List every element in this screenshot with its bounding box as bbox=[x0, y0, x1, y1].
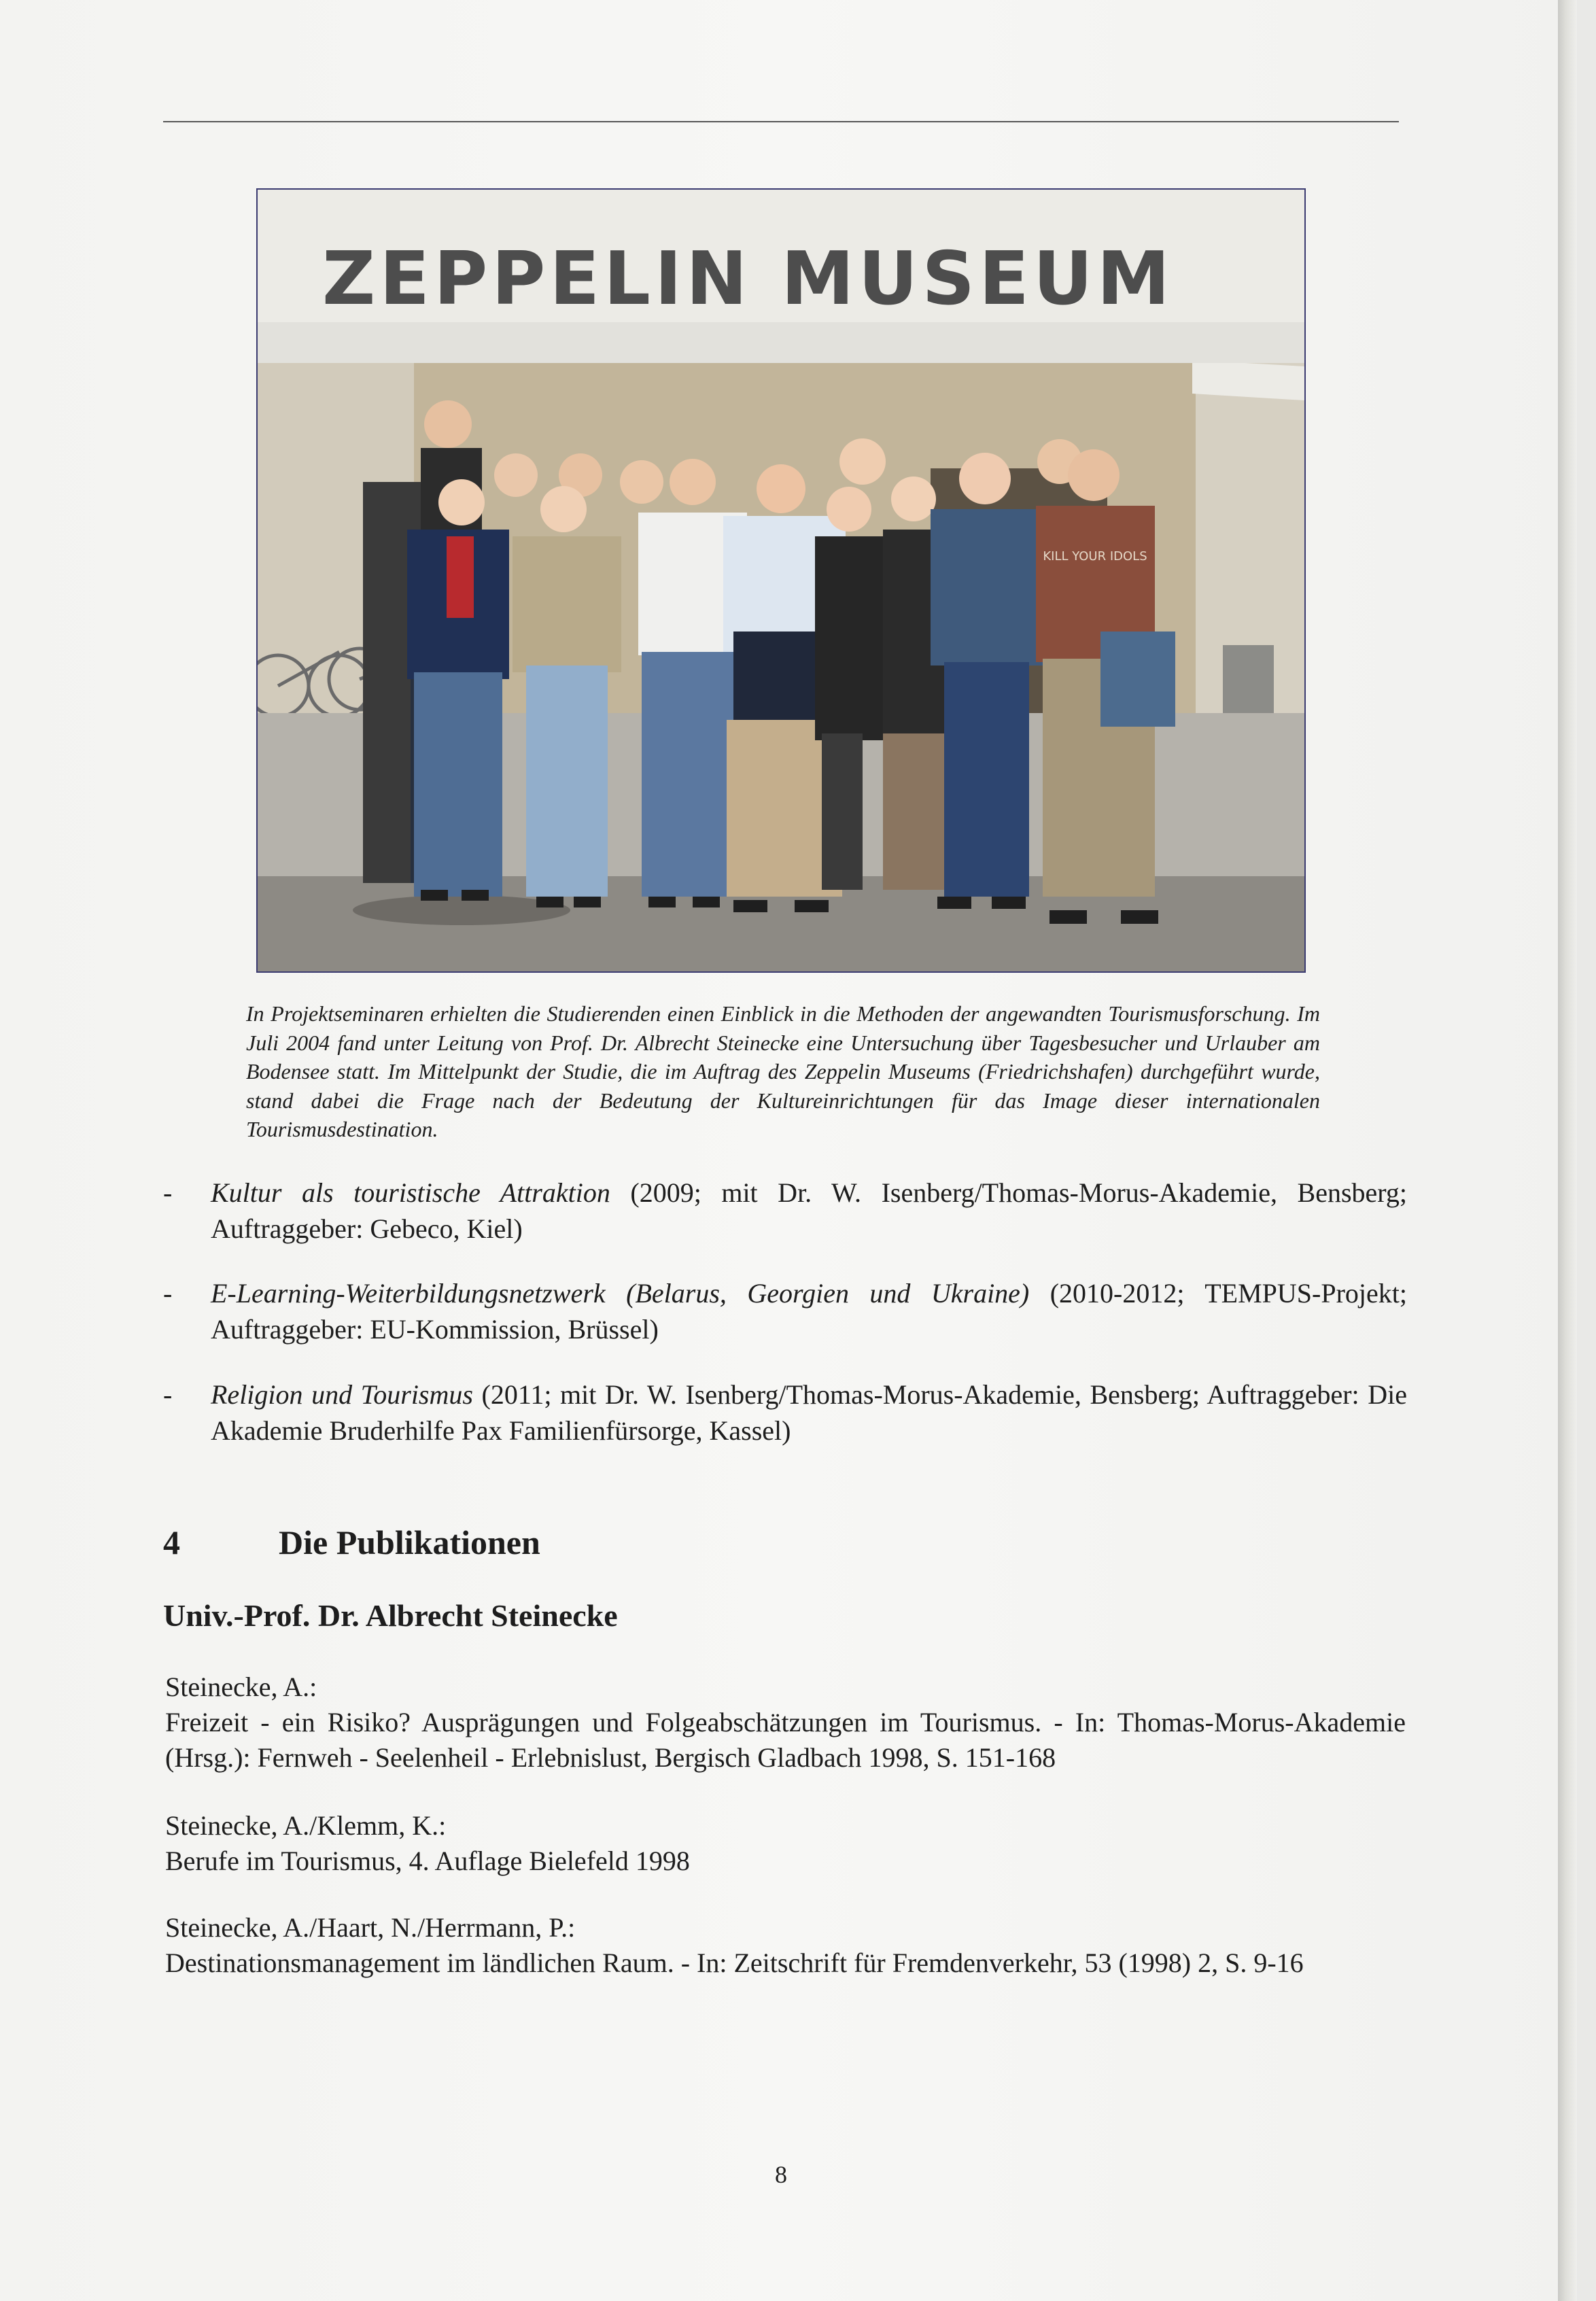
museum-sign: ZEPPELIN MUSEUM bbox=[322, 237, 1175, 322]
project-title: E-Learning-Weiterbildungsnetzwerk (Belarus, Georgien und Ukraine) bbox=[211, 1278, 1030, 1309]
page-number: 8 bbox=[775, 2161, 787, 2188]
project-details: (2011; mit Dr. W. Isenberg/Thomas-Morus-Akademie, Bensberg; Auftraggeber: Die Akademie Bruderhilfe Pax Familienfürsorge, Kassel) bbox=[211, 1379, 1407, 1446]
project-title: Religion und Tourismus bbox=[211, 1379, 473, 1410]
page-edge bbox=[1558, 0, 1577, 2301]
tshirt-print: KILL YOUR IDOLS bbox=[1043, 549, 1147, 564]
publication-entry bbox=[165, 1808, 1406, 1879]
section-number: 4 bbox=[163, 1523, 180, 1561]
bullet-dash: - bbox=[163, 1278, 173, 1309]
publication-text: Freizeit - ein Risiko? Ausprägungen und Folgeabschätzungen im Tourismus. - In: Thomas-Morus-Akademie (Hrsg.): Fernweh - Seelenheil - Erlebnislust, Bergisch Gladbach 1998, S. 151-168 bbox=[165, 1707, 1406, 1773]
project-title: Kultur als touristische Attraktion bbox=[211, 1177, 610, 1208]
group-photo bbox=[256, 188, 1306, 973]
photo-caption: In Projektseminaren erhielten die Studierenden einen Einblick in die Methoden der angewandten Tourismusforschung. Im Juli 2004 fand unter Leitung von Prof. Dr. Albrecht Steinecke eine Untersuchung über Tagesbesucher und Urlauber am Bodensee statt. Im Mittelpunkt der Studie, die im Auftrag des Zeppelin Museums (Friedrichshafen) durchgeführt wurde, stand dabei die Frage nach der Bedeutung der Kultureinrichtungen für das Image dieser internationalen Tourismusdestination. bbox=[246, 1001, 1320, 1141]
publication-entry bbox=[165, 1910, 1406, 1981]
publication-authors: Steinecke, A./Haart, N./Herrmann, P.: bbox=[165, 1912, 576, 1943]
project-item bbox=[163, 1175, 1407, 1247]
bullet-dash: - bbox=[163, 1379, 173, 1410]
publication-authors: Steinecke, A./Klemm, K.: bbox=[165, 1810, 447, 1841]
section-title: Die Publikationen bbox=[279, 1523, 540, 1561]
project-item bbox=[163, 1377, 1407, 1449]
author-heading: Univ.-Prof. Dr. Albrecht Steinecke bbox=[163, 1598, 618, 1633]
publication-text: Destinationsmanagement im ländlichen Raum. - In: Zeitschrift für Fremdenverkehr, 53 (1998) 2, S. 9-16 bbox=[165, 1948, 1304, 1978]
project-details: (2009; mit Dr. W. Isenberg/Thomas-Morus-Akademie, Bensberg; Auftraggeber: Gebeco, Kiel) bbox=[211, 1177, 1408, 1244]
header-rule bbox=[163, 121, 1399, 122]
publication-authors: Steinecke, A.: bbox=[165, 1672, 317, 1702]
project-item bbox=[163, 1275, 1407, 1347]
project-details: (2010-2012; TEMPUS-Projekt; Auftraggeber: EU-Kommission, Brüssel) bbox=[211, 1278, 1408, 1345]
publication-entry bbox=[165, 1669, 1406, 1776]
bullet-dash: - bbox=[163, 1177, 173, 1208]
publication-text: Berufe im Tourismus, 4. Auflage Bielefeld 1998 bbox=[165, 1846, 690, 1876]
section-heading bbox=[163, 1523, 540, 1562]
